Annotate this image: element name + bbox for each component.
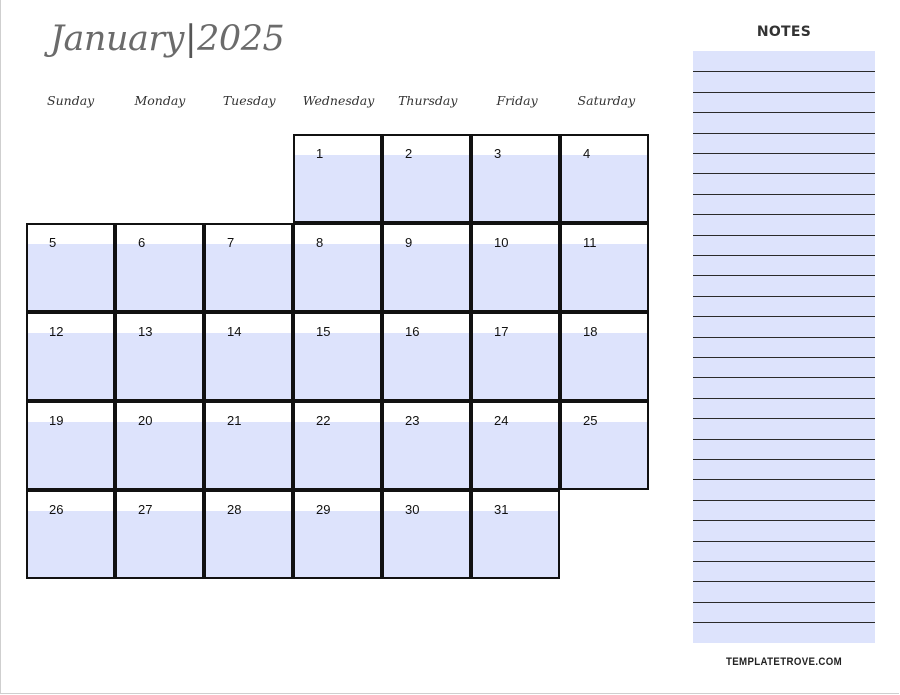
notes-line <box>693 581 875 582</box>
day-number: 19 <box>49 413 64 428</box>
day-cell-11[interactable] <box>560 223 649 312</box>
day-number: 15 <box>316 324 331 339</box>
notes-line <box>693 316 875 317</box>
notes-line <box>693 377 875 378</box>
title-month: January <box>50 19 184 59</box>
notes-line <box>693 602 875 603</box>
day-number: 27 <box>138 502 153 517</box>
day-number: 13 <box>138 324 153 339</box>
day-cell-fill <box>28 244 113 310</box>
day-number: 29 <box>316 502 331 517</box>
day-cell-9[interactable] <box>382 223 471 312</box>
day-number: 2 <box>405 146 413 161</box>
notes-line <box>693 398 875 399</box>
day-number: 28 <box>227 502 242 517</box>
day-cell-30[interactable] <box>382 490 471 579</box>
day-cell-fill <box>117 333 202 399</box>
day-cell-1[interactable] <box>293 134 382 223</box>
title-separator: | <box>184 19 197 59</box>
weekday-thursday: Thursday <box>398 93 458 108</box>
day-cell-19[interactable] <box>26 401 115 490</box>
notes-title: NOTES <box>756 24 812 40</box>
day-cell-fill <box>384 511 469 577</box>
weekday-header-row <box>26 93 651 113</box>
notes-line <box>693 235 875 236</box>
day-cell-10[interactable] <box>471 223 560 312</box>
day-number: 10 <box>494 235 509 250</box>
day-number: 23 <box>405 413 420 428</box>
notes-line <box>693 255 875 256</box>
day-cell-fill <box>473 511 558 577</box>
notes-line <box>693 418 875 419</box>
day-number: 26 <box>49 502 64 517</box>
day-cell-fill <box>384 244 469 310</box>
day-cell-fill <box>562 244 647 310</box>
day-cell-fill <box>384 333 469 399</box>
day-cell-fill <box>117 511 202 577</box>
day-number: 16 <box>405 324 420 339</box>
weekday-saturday: Saturday <box>577 93 636 108</box>
weekday-friday: Friday <box>496 93 538 108</box>
day-cell-fill <box>206 422 291 488</box>
day-number: 18 <box>583 324 598 339</box>
day-cell-fill <box>295 333 380 399</box>
title-year: 2025 <box>197 19 285 59</box>
day-cell-20[interactable] <box>115 401 204 490</box>
notes-line <box>693 92 875 93</box>
day-cell-fill <box>295 155 380 221</box>
notes-line <box>693 194 875 195</box>
day-cell-14[interactable] <box>204 312 293 401</box>
day-number: 4 <box>583 146 591 161</box>
day-cell-fill <box>295 511 380 577</box>
notes-line <box>693 173 875 174</box>
day-number: 21 <box>227 413 242 428</box>
day-cell-fill <box>473 422 558 488</box>
day-cell-fill <box>295 244 380 310</box>
day-cell-26[interactable] <box>26 490 115 579</box>
day-number: 20 <box>138 413 153 428</box>
day-number: 3 <box>494 146 502 161</box>
day-cell-fill <box>206 333 291 399</box>
day-number: 12 <box>49 324 64 339</box>
day-cell-25[interactable] <box>560 401 649 490</box>
day-number: 6 <box>138 235 146 250</box>
notes-line <box>693 153 875 154</box>
day-cell-fill <box>473 333 558 399</box>
day-cell-18[interactable] <box>560 312 649 401</box>
page-title <box>50 16 284 62</box>
day-cell-fill <box>206 244 291 310</box>
day-cell-fill <box>384 422 469 488</box>
day-cell-fill <box>384 155 469 221</box>
notes-line <box>693 561 875 562</box>
notes-line <box>693 214 875 215</box>
day-number: 8 <box>316 235 324 250</box>
day-cell-3[interactable] <box>471 134 560 223</box>
notes-line <box>693 112 875 113</box>
day-cell-28[interactable] <box>204 490 293 579</box>
day-cell-24[interactable] <box>471 401 560 490</box>
day-number: 1 <box>316 146 324 161</box>
notes-line <box>693 296 875 297</box>
day-cell-27[interactable] <box>115 490 204 579</box>
day-number: 31 <box>494 502 509 517</box>
day-cell-fill <box>295 422 380 488</box>
notes-line <box>693 541 875 542</box>
notes-line <box>693 275 875 276</box>
day-number: 5 <box>49 235 57 250</box>
day-cell-7[interactable] <box>204 223 293 312</box>
day-cell-17[interactable] <box>471 312 560 401</box>
day-cell-4[interactable] <box>560 134 649 223</box>
day-cell-15[interactable] <box>293 312 382 401</box>
notes-line <box>693 439 875 440</box>
day-number: 11 <box>583 235 597 250</box>
day-cell-12[interactable] <box>26 312 115 401</box>
notes-line <box>693 133 875 134</box>
weekday-sunday: Sunday <box>47 93 95 108</box>
day-number: 25 <box>583 413 598 428</box>
notes-line <box>693 357 875 358</box>
day-cell-fill <box>562 422 647 488</box>
day-number: 22 <box>316 413 331 428</box>
notes-line <box>693 622 875 623</box>
notes-line <box>693 500 875 501</box>
weekday-monday: Monday <box>134 93 186 108</box>
notes-line <box>693 479 875 480</box>
day-cell-2[interactable] <box>382 134 471 223</box>
day-cell-fill <box>117 422 202 488</box>
notes-line <box>693 71 875 72</box>
day-cell-fill <box>473 244 558 310</box>
day-cell-16[interactable] <box>382 312 471 401</box>
notes-line <box>693 520 875 521</box>
notes-line <box>693 337 875 338</box>
day-cell-fill <box>562 155 647 221</box>
day-cell-23[interactable] <box>382 401 471 490</box>
day-cell-fill <box>562 333 647 399</box>
day-cell-31[interactable] <box>471 490 560 579</box>
footer-brand: TEMPLATETROVE.COM <box>725 656 843 668</box>
weekday-wednesday: Wednesday <box>302 93 375 108</box>
day-cell-fill <box>28 333 113 399</box>
day-number: 30 <box>405 502 420 517</box>
day-number: 7 <box>227 235 235 250</box>
day-number: 24 <box>494 413 509 428</box>
day-cell-6[interactable] <box>115 223 204 312</box>
day-cell-fill <box>28 511 113 577</box>
day-cell-fill <box>117 244 202 310</box>
day-cell-8[interactable] <box>293 223 382 312</box>
day-cell-29[interactable] <box>293 490 382 579</box>
day-cell-13[interactable] <box>115 312 204 401</box>
day-cell-fill <box>473 155 558 221</box>
day-number: 17 <box>494 324 509 339</box>
day-cell-5[interactable] <box>26 223 115 312</box>
day-cell-21[interactable] <box>204 401 293 490</box>
day-number: 14 <box>227 324 242 339</box>
notes-panel[interactable] <box>693 51 875 643</box>
day-cell-fill <box>206 511 291 577</box>
weekday-tuesday: Tuesday <box>222 93 276 108</box>
day-cell-22[interactable] <box>293 401 382 490</box>
day-cell-fill <box>28 422 113 488</box>
notes-line <box>693 459 875 460</box>
day-number: 9 <box>405 235 413 250</box>
